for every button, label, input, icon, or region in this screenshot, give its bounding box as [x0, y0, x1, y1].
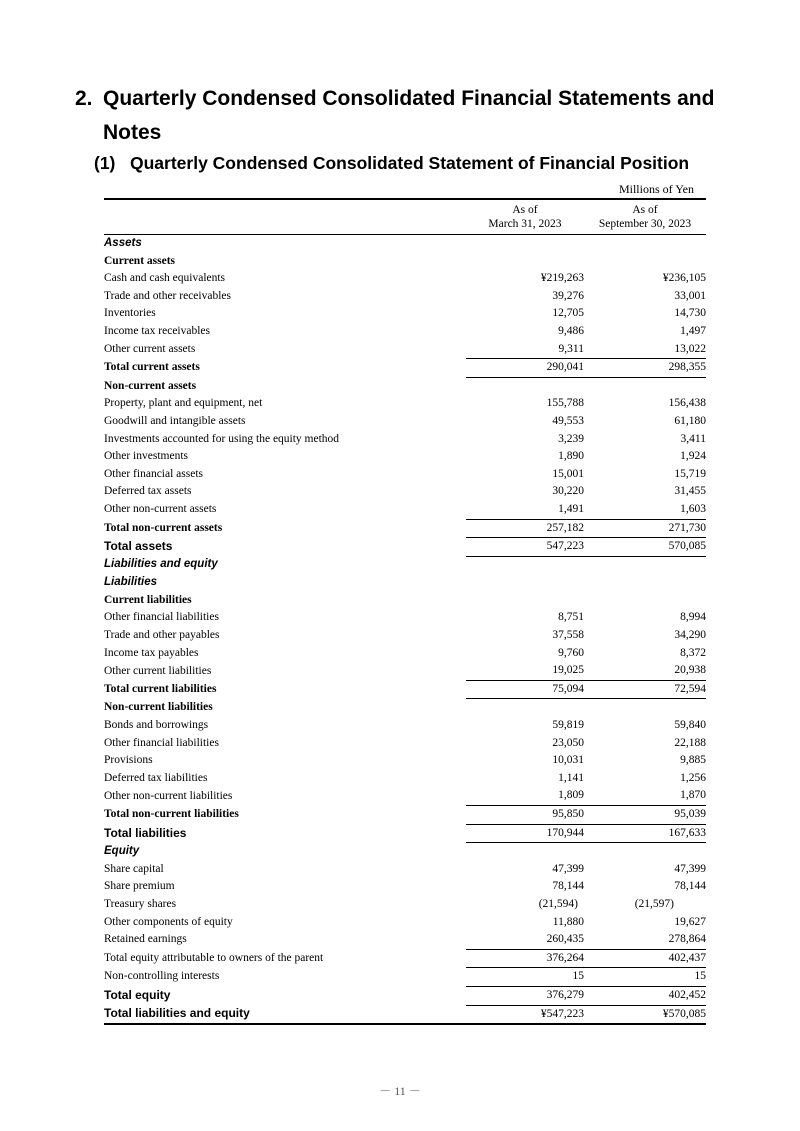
value-september-2023: 47,399: [674, 862, 706, 875]
row-label: Other current liabilities: [104, 664, 212, 677]
row-label: Income tax payables: [104, 646, 199, 659]
value-september-2023: 298,355: [584, 359, 706, 378]
table-row: [104, 949, 706, 968]
table-row: [104, 270, 706, 288]
value-september-2023: 1,497: [680, 324, 706, 337]
value-september-2023: 3,411: [680, 432, 706, 445]
table-row: [104, 359, 706, 378]
table-row: [104, 253, 706, 271]
value-september-2023: 8,994: [680, 611, 706, 624]
row-label: Other financial liabilities: [104, 611, 219, 624]
table-row: [104, 931, 706, 949]
value-september-2023: 167,633: [584, 824, 706, 843]
value-march-2023: 23,050: [552, 736, 584, 749]
row-label: Treasury shares: [104, 897, 177, 910]
row-label: Provisions: [104, 754, 153, 767]
value-march-2023: 30,220: [552, 485, 584, 498]
value-september-2023: 59,840: [674, 719, 706, 732]
row-label: Property, plant and equipment, net: [104, 397, 263, 410]
table-row: [104, 556, 706, 574]
value-march-2023: 47,399: [552, 862, 584, 875]
row-label: Other current assets: [104, 342, 196, 355]
header-september-2023: As of September 30, 2023: [584, 199, 706, 235]
table-row: [104, 448, 706, 466]
value-march-2023: [466, 574, 584, 592]
value-march-2023: 59,819: [552, 719, 584, 732]
table-row: [104, 413, 706, 431]
row-label: Total liabilities and equity: [104, 1005, 466, 1024]
row-label: Total equity attributable to owners of the parent: [104, 951, 324, 964]
value-march-2023: 376,279: [466, 986, 584, 1005]
value-september-2023: 1,924: [680, 450, 706, 463]
row-label: Non-current liabilities: [104, 701, 213, 714]
value-september-2023: 95,039: [584, 806, 706, 825]
value-march-2023: [466, 556, 584, 574]
value-september-2023: 34,290: [674, 629, 706, 642]
value-september-2023: 1,870: [680, 789, 706, 802]
value-september-2023: 20,938: [674, 664, 706, 677]
table-row: [104, 377, 706, 395]
table-row: [104, 752, 706, 770]
value-march-2023: 9,760: [558, 646, 584, 659]
value-march-2023: 15: [466, 968, 584, 987]
value-march-2023: 170,944: [466, 824, 584, 843]
table-row: [104, 431, 706, 449]
row-label: Bonds and borrowings: [104, 719, 209, 732]
table-row: [104, 896, 706, 914]
table-row: [104, 288, 706, 306]
page-number: － 11 －: [379, 1084, 421, 1098]
subsection-heading: [94, 152, 689, 174]
value-september-2023: [584, 843, 706, 861]
table-row: [104, 341, 706, 359]
table-row: [104, 466, 706, 484]
value-september-2023: 19,627: [674, 915, 706, 928]
value-september-2023: 402,437: [584, 949, 706, 968]
value-march-2023: 75,094: [466, 680, 584, 699]
row-label: Deferred tax assets: [104, 485, 192, 498]
section-number: 2.: [75, 87, 93, 110]
value-march-2023: 155,788: [546, 397, 584, 410]
value-september-2023: 570,085: [584, 538, 706, 557]
value-september-2023: 278,864: [668, 933, 706, 946]
row-label: Total non-current liabilities: [104, 808, 239, 820]
value-march-2023: 12,705: [552, 307, 584, 320]
value-march-2023: ¥219,263: [540, 272, 584, 285]
value-march-2023: [466, 253, 584, 271]
value-march-2023: 547,223: [466, 538, 584, 557]
value-september-2023: 78,144: [674, 880, 706, 893]
row-label: Liabilities and equity: [104, 558, 218, 571]
value-march-2023: 15,001: [552, 467, 584, 480]
row-label: Share capital: [104, 862, 164, 875]
row-label: Equity: [104, 844, 140, 857]
table-row: [104, 843, 706, 861]
value-september-2023: [584, 235, 706, 253]
value-september-2023: 14,730: [674, 307, 706, 320]
row-label: Current assets: [104, 254, 176, 267]
table-row: [104, 735, 706, 753]
row-label: Other non-current liabilities: [104, 789, 233, 802]
value-march-2023: 376,264: [466, 949, 584, 968]
financial-position-table: [104, 198, 706, 1025]
value-march-2023: [466, 235, 584, 253]
row-label: Income tax receivables: [104, 324, 210, 337]
table-row: [104, 395, 706, 413]
row-label: Other financial assets: [104, 467, 203, 480]
value-march-2023: [466, 699, 584, 717]
row-label: Non-controlling interests: [104, 970, 220, 983]
table-row: [104, 574, 706, 592]
value-september-2023: 1,603: [680, 502, 706, 515]
value-september-2023: 402,452: [584, 986, 706, 1005]
row-label: Goodwill and intangible assets: [104, 414, 246, 427]
value-september-2023: 15,719: [674, 467, 706, 480]
value-september-2023: 13,022: [674, 342, 706, 355]
table-row: [104, 305, 706, 323]
row-label: Total current assets: [104, 361, 200, 374]
row-label: Share premium: [104, 880, 175, 893]
table-row: [104, 235, 706, 253]
table-row: [104, 538, 706, 557]
row-label: Total assets: [104, 539, 173, 554]
table-row: [104, 824, 706, 843]
value-march-2023: 19,025: [552, 664, 584, 677]
row-label: Trade and other receivables: [104, 289, 231, 302]
value-september-2023: 15: [584, 968, 706, 987]
value-september-2023: 156,438: [668, 397, 706, 410]
value-march-2023: 49,553: [552, 414, 584, 427]
value-march-2023: 290,041: [466, 359, 584, 378]
value-march-2023: [466, 843, 584, 861]
table-row: [104, 645, 706, 663]
table-row: [104, 861, 706, 879]
value-march-2023: [466, 377, 584, 395]
value-march-2023: 78,144: [552, 880, 584, 893]
value-september-2023: [584, 253, 706, 271]
table-row: [104, 699, 706, 717]
value-september-2023: ¥236,105: [662, 272, 706, 285]
value-march-2023: 1,890: [558, 450, 584, 463]
value-march-2023: 1,491: [558, 502, 584, 515]
value-september-2023: 61,180: [674, 414, 706, 427]
value-march-2023: 1,809: [558, 789, 584, 802]
row-label: Cash and cash equivalents: [104, 272, 226, 285]
table-row: [104, 323, 706, 341]
value-september-2023: (21,597): [634, 897, 674, 910]
subsection-number: (1): [94, 153, 116, 173]
value-september-2023: 22,188: [674, 736, 706, 749]
table-row: [104, 986, 706, 1005]
row-label: Assets: [104, 237, 142, 249]
value-march-2023: [466, 592, 584, 610]
table-row: [104, 483, 706, 501]
table-row: [104, 968, 706, 987]
section-title: Quarterly Condensed Consolidated Financial Statements and Notes: [103, 87, 715, 144]
table-row: [104, 806, 706, 825]
table-row: [104, 914, 706, 932]
value-march-2023: 39,276: [552, 289, 584, 302]
value-september-2023: [584, 699, 706, 717]
row-label: Non-current assets: [104, 379, 197, 392]
value-september-2023: ¥570,085: [584, 1005, 706, 1024]
row-label: Investments accounted for using the equity method: [104, 432, 340, 445]
row-label: Trade and other payables: [104, 629, 220, 642]
table-row: [104, 717, 706, 735]
table-row: [104, 787, 706, 805]
value-september-2023: 8,372: [680, 646, 706, 659]
unit-label: Millions of Yen: [618, 182, 694, 196]
table-row: [104, 627, 706, 645]
row-label: Other components of equity: [104, 915, 233, 928]
table-row: [104, 770, 706, 788]
header-march-2023: As of March 31, 2023: [466, 199, 584, 235]
value-september-2023: 72,594: [584, 680, 706, 699]
value-march-2023: (21,594): [538, 897, 578, 910]
row-label: Total non-current assets: [104, 521, 223, 534]
value-september-2023: [584, 592, 706, 610]
value-march-2023: 37,558: [552, 629, 584, 642]
value-march-2023: 95,850: [466, 806, 584, 825]
row-label: Other investments: [104, 450, 188, 463]
value-march-2023: 3,239: [558, 432, 584, 445]
value-september-2023: 271,730: [584, 519, 706, 538]
value-september-2023: [584, 556, 706, 574]
row-label: Liabilities: [104, 576, 158, 589]
table-row: [104, 592, 706, 610]
row-label: Total current liabilities: [104, 682, 217, 695]
row-label: Other financial liabilities: [104, 736, 219, 749]
value-september-2023: 1,256: [680, 771, 706, 784]
row-label: Deferred tax liabilities: [104, 771, 208, 784]
table-header-row: [104, 199, 706, 235]
value-september-2023: [584, 377, 706, 395]
table-row: [104, 662, 706, 680]
row-label: Other non-current assets: [104, 503, 217, 516]
value-march-2023: 9,311: [558, 342, 584, 355]
value-march-2023: 8,751: [558, 611, 584, 624]
table-row: [104, 680, 706, 699]
header-label-cell: [104, 199, 466, 235]
row-label: Total equity: [104, 987, 171, 1002]
value-march-2023: 1,141: [558, 771, 584, 784]
table-row: [104, 1005, 706, 1024]
value-september-2023: 9,885: [680, 754, 706, 767]
value-march-2023: 260,435: [546, 933, 584, 946]
value-march-2023: ¥547,223: [466, 1005, 584, 1024]
row-label: Total liabilities: [104, 825, 187, 840]
row-label: Retained earnings: [104, 933, 187, 946]
value-march-2023: 11,880: [552, 915, 584, 928]
value-september-2023: 33,001: [674, 289, 706, 302]
table-row: [104, 878, 706, 896]
subsection-title: Quarterly Condensed Consolidated Statement of Financial Position: [130, 153, 690, 173]
table-row: [104, 609, 706, 627]
value-september-2023: 31,455: [674, 485, 706, 498]
value-march-2023: 9,486: [558, 324, 584, 337]
value-march-2023: 10,031: [552, 754, 584, 767]
table-body: [104, 235, 706, 1025]
value-march-2023: 257,182: [466, 519, 584, 538]
table-row: [104, 519, 706, 538]
row-label: Inventories: [104, 307, 156, 320]
table-row: [104, 501, 706, 519]
value-september-2023: [584, 574, 706, 592]
row-label: Current liabilities: [104, 593, 192, 606]
